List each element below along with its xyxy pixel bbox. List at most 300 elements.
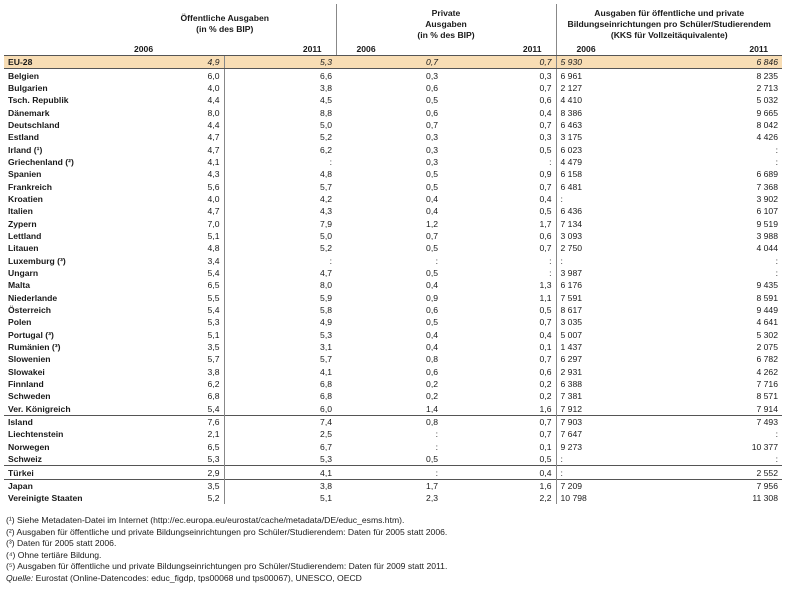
- value-cell: 3,8: [224, 479, 336, 492]
- country-cell: Liechtenstein: [8, 429, 64, 440]
- value-cell: 2 127: [556, 82, 674, 94]
- table-row: [4, 82, 782, 94]
- value-cell: 4,3: [224, 205, 336, 217]
- value-cell: :: [435, 441, 438, 452]
- value-cell: 10 798: [556, 492, 674, 504]
- value-cell: 7 903: [556, 415, 674, 428]
- value-cell: 0,4: [426, 206, 438, 217]
- value-cell: 0,5: [426, 181, 438, 192]
- value-cell: 0,7: [539, 119, 552, 130]
- value-cell: 0,6: [426, 107, 438, 118]
- country-cell: Litauen: [8, 243, 39, 254]
- value-cell: 3 902: [756, 193, 778, 204]
- value-cell: 9 449: [756, 305, 778, 316]
- value-cell: 0,6: [426, 82, 438, 93]
- country-header-cell: [4, 4, 114, 44]
- country-cell: Türkei: [4, 466, 114, 479]
- value-cell: 0,6: [426, 305, 438, 316]
- value-cell: :: [556, 255, 674, 267]
- value-cell: 5,2: [224, 242, 336, 254]
- value-cell: 0,3: [539, 132, 552, 143]
- education-expenditure-table: [4, 4, 782, 504]
- country-cell: Finnland: [8, 379, 44, 390]
- value-cell: 1,6: [539, 403, 552, 414]
- value-cell: 5,6: [207, 181, 220, 192]
- table-row: [4, 56, 782, 69]
- table-row: [4, 217, 782, 229]
- value-cell: 4,9: [224, 316, 336, 328]
- value-cell: 7 914: [756, 403, 778, 414]
- value-cell: 0,7: [539, 243, 552, 254]
- country-cell: Griechenland (²): [8, 156, 74, 167]
- table-row: [4, 366, 782, 378]
- value-cell: 5,1: [207, 329, 220, 340]
- country-cell: Island: [4, 415, 114, 428]
- value-cell: 0,1: [539, 441, 552, 452]
- table-row: [4, 403, 782, 416]
- country-cell: Portugal (³): [8, 329, 54, 340]
- year-header: 2006: [556, 44, 674, 56]
- value-cell: 6,8: [224, 390, 336, 402]
- value-cell: 6,2: [207, 379, 220, 390]
- value-cell: 5,2: [224, 131, 336, 143]
- table-row: [4, 316, 782, 328]
- value-cell: 6,6: [224, 69, 336, 82]
- year-header: 2006: [336, 44, 442, 56]
- value-cell: 7,9: [224, 217, 336, 229]
- value-cell: 0,2: [539, 379, 552, 390]
- value-cell: 3 175: [556, 131, 674, 143]
- value-cell: 0,7: [426, 230, 438, 241]
- value-cell: 0,3: [426, 144, 438, 155]
- table-row: [4, 267, 782, 279]
- value-cell: 2 931: [556, 366, 674, 378]
- value-cell: 0,9: [426, 292, 438, 303]
- value-cell: :: [549, 255, 552, 266]
- country-cell: Polen: [8, 317, 32, 328]
- value-cell: 0,4: [539, 329, 552, 340]
- value-cell: 7 134: [556, 217, 674, 229]
- country-cell: Norwegen: [8, 441, 50, 452]
- table-year-header-row: [4, 44, 782, 56]
- value-cell: 4 479: [556, 156, 674, 168]
- table-row: [4, 242, 782, 254]
- table-row: [4, 143, 782, 155]
- value-cell: 3,5: [114, 479, 224, 492]
- country-year-cell: [4, 44, 114, 56]
- value-cell: 3,8: [207, 366, 220, 377]
- public-expenditure-title: Öffentliche Ausgaben (in % des BIP): [180, 13, 269, 34]
- value-cell: 4,5: [224, 94, 336, 106]
- year-header: 2011: [442, 44, 556, 56]
- footnote: (²) Ausgaben für öffentliche und private Bildungseinrichtungen pro Schüler/Studierendem: Daten für 2005 statt 2006.: [6, 526, 448, 537]
- country-cell: Malta: [8, 280, 30, 291]
- table-row: [4, 119, 782, 131]
- value-cell: 0,7: [539, 317, 552, 328]
- value-cell: 7,0: [207, 218, 220, 229]
- value-cell: 8 617: [556, 304, 674, 316]
- value-cell: 5,8: [224, 304, 336, 316]
- table-row: [4, 193, 782, 205]
- value-cell: :: [549, 268, 552, 279]
- value-cell: 0,5: [426, 268, 438, 279]
- table-row: [4, 106, 782, 118]
- value-cell: 4,7: [207, 144, 220, 155]
- value-cell: 7 493: [674, 415, 782, 428]
- value-cell: 5,3: [224, 56, 336, 69]
- value-cell: 0,2: [426, 391, 438, 402]
- value-cell: 5 007: [556, 329, 674, 341]
- value-cell: 5,1: [207, 230, 220, 241]
- value-cell: 0,6: [426, 366, 438, 377]
- value-cell: 2 075: [756, 342, 778, 353]
- year-header: 2006: [114, 44, 224, 56]
- value-cell: 0,7: [426, 119, 438, 130]
- table-row: [4, 292, 782, 304]
- table-row: [4, 329, 782, 341]
- value-cell: 5,2: [207, 493, 220, 504]
- value-cell: :: [775, 268, 778, 279]
- value-cell: :: [435, 429, 438, 440]
- value-cell: 8,0: [207, 107, 220, 118]
- value-cell: 4 044: [756, 243, 778, 254]
- value-cell: 0,5: [539, 144, 552, 155]
- value-cell: 5,9: [224, 292, 336, 304]
- value-cell: 5,0: [224, 230, 336, 242]
- value-cell: 7 956: [674, 479, 782, 492]
- value-cell: 4,8: [207, 243, 220, 254]
- value-cell: 1,7: [539, 218, 552, 229]
- country-cell: Lettland: [8, 230, 42, 241]
- value-cell: 4,7: [207, 206, 220, 217]
- value-cell: 5 032: [756, 95, 778, 106]
- value-cell: 6,2: [224, 143, 336, 155]
- value-cell: 6 463: [556, 119, 674, 131]
- value-cell: 4,4: [207, 119, 220, 130]
- value-cell: 3 988: [756, 230, 778, 241]
- value-cell: 0,2: [539, 391, 552, 402]
- country-cell: Slowakei: [8, 366, 45, 377]
- source-label: Quelle:: [6, 572, 34, 583]
- country-cell: Dänemark: [8, 107, 50, 118]
- country-cell: Rumänien (³): [8, 342, 61, 353]
- value-cell: 0,4: [539, 107, 552, 118]
- value-cell: 3,5: [207, 342, 220, 353]
- value-cell: 0,6: [539, 95, 552, 106]
- country-cell: Irland (¹): [8, 144, 43, 155]
- value-cell: 0,4: [426, 193, 438, 204]
- value-cell: 4 410: [556, 94, 674, 106]
- table-row: [4, 94, 782, 106]
- table-row: [4, 453, 782, 466]
- value-cell: 7,6: [114, 415, 224, 428]
- value-cell: 3 093: [556, 230, 674, 242]
- value-cell: 0,6: [539, 366, 552, 377]
- value-cell: :: [775, 156, 778, 167]
- value-cell: 1,6: [442, 479, 556, 492]
- value-cell: 5 930: [556, 56, 674, 69]
- value-cell: 0,8: [336, 415, 442, 428]
- country-cell: Italien: [8, 206, 33, 217]
- value-cell: 9 273: [556, 441, 674, 453]
- value-cell: 11 308: [752, 493, 778, 504]
- table-row: [4, 492, 782, 504]
- value-cell: 4,4: [207, 95, 220, 106]
- value-cell: 6 176: [556, 279, 674, 291]
- table-row: [4, 156, 782, 168]
- country-cell: Tsch. Republik: [8, 95, 69, 106]
- value-cell: 2 713: [756, 82, 778, 93]
- value-cell: 7 912: [556, 403, 674, 416]
- year-header: 2011: [224, 44, 336, 56]
- country-cell: Kroatien: [8, 193, 43, 204]
- source-line: [6, 573, 776, 585]
- value-cell: 0,7: [539, 181, 552, 192]
- value-cell: 8,0: [224, 279, 336, 291]
- table-row: [4, 341, 782, 353]
- value-cell: 4 426: [756, 132, 778, 143]
- value-cell: 6 481: [556, 180, 674, 192]
- value-cell: 8 235: [756, 70, 778, 81]
- value-cell: 5,4: [207, 268, 220, 279]
- value-cell: 0,5: [426, 243, 438, 254]
- value-cell: 6 689: [756, 169, 778, 180]
- table-row: [4, 168, 782, 180]
- value-cell: 4,3: [207, 169, 220, 180]
- value-cell: 7 647: [556, 428, 674, 440]
- value-cell: 4 641: [756, 317, 778, 328]
- value-cell: 5,4: [207, 305, 220, 316]
- value-cell: 0,1: [539, 342, 552, 353]
- country-cell: Bulgarien: [8, 82, 48, 93]
- value-cell: 4,2: [224, 193, 336, 205]
- value-cell: 4,0: [207, 82, 220, 93]
- value-cell: 0,4: [426, 342, 438, 353]
- country-cell: Luxemburg (³): [8, 255, 66, 266]
- value-cell: 2 552: [674, 466, 782, 479]
- value-cell: 8 386: [556, 106, 674, 118]
- value-cell: 1,2: [426, 218, 438, 229]
- value-cell: 0,3: [539, 70, 552, 81]
- table-row: [4, 415, 782, 428]
- source-text: Eurostat (Online-Datencodes: educ_figdp, tps00068 und tps00067), UNESCO, OECD: [33, 572, 362, 583]
- value-cell: 0,4: [426, 329, 438, 340]
- table-row: [4, 353, 782, 365]
- country-cell: Österreich: [8, 305, 51, 316]
- value-cell: 5,7: [224, 180, 336, 192]
- value-cell: 7 716: [756, 379, 778, 390]
- value-cell: 4,9: [114, 56, 224, 69]
- value-cell: 6,5: [207, 280, 220, 291]
- value-cell: 5,3: [224, 329, 336, 341]
- country-cell: Slowenien: [8, 354, 51, 365]
- value-cell: 1,4: [426, 403, 438, 414]
- value-cell: 1 437: [556, 341, 674, 353]
- country-cell: Niederlande: [8, 292, 58, 303]
- table-row: [4, 205, 782, 217]
- value-cell: 6,5: [207, 441, 220, 452]
- table-row: [4, 69, 782, 82]
- country-cell: Ver. Königreich: [8, 403, 71, 414]
- value-cell: 5,3: [224, 453, 336, 466]
- country-cell: Japan: [4, 479, 114, 492]
- country-cell: Vereinigte Staaten: [8, 493, 83, 504]
- footnote: (³) Daten für 2005 statt 2006.: [6, 538, 117, 549]
- value-cell: 0,5: [539, 305, 552, 316]
- value-cell: 5,3: [207, 454, 220, 465]
- value-cell: 6,0: [207, 70, 220, 81]
- value-cell: 5,1: [224, 492, 336, 504]
- value-cell: 8 042: [756, 119, 778, 130]
- value-cell: 6 961: [556, 69, 674, 82]
- value-cell: 2,5: [224, 428, 336, 440]
- value-cell: 0,4: [442, 466, 556, 479]
- value-cell: :: [556, 193, 674, 205]
- value-cell: 0,5: [426, 169, 438, 180]
- value-cell: 1,3: [539, 280, 552, 291]
- country-cell: Ungarn: [8, 268, 39, 279]
- value-cell: 6,8: [207, 391, 220, 402]
- table-row: [4, 428, 782, 440]
- table-row: [4, 378, 782, 390]
- value-cell: 0,5: [426, 317, 438, 328]
- value-cell: 4,1: [207, 156, 220, 167]
- value-cell: 5,3: [207, 317, 220, 328]
- value-cell: 5,4: [207, 403, 220, 414]
- value-cell: 5,0: [224, 119, 336, 131]
- table-row: [4, 304, 782, 316]
- value-cell: :: [549, 156, 552, 167]
- value-cell: 1,1: [539, 292, 552, 303]
- value-cell: 7 368: [756, 181, 778, 192]
- value-cell: 0,5: [426, 95, 438, 106]
- value-cell: :: [775, 144, 778, 155]
- per-student-expenditure-header: [556, 4, 782, 44]
- table-group-header-row: [4, 4, 782, 44]
- value-cell: 5,5: [207, 292, 220, 303]
- value-cell: 7 381: [556, 390, 674, 402]
- footnote: (⁴) Ohne tertiäre Bildung.: [6, 549, 102, 560]
- value-cell: 0,4: [539, 193, 552, 204]
- value-cell: :: [775, 255, 778, 266]
- country-cell: EU-28: [4, 56, 114, 69]
- table-row: [4, 466, 782, 479]
- value-cell: 0,7: [539, 354, 552, 365]
- value-cell: 0,5: [539, 206, 552, 217]
- value-cell: :: [556, 466, 674, 479]
- value-cell: 6 297: [556, 353, 674, 365]
- country-cell: Spanien: [8, 169, 42, 180]
- value-cell: 0,7: [539, 429, 552, 440]
- value-cell: 0,3: [426, 70, 438, 81]
- value-cell: 0,9: [539, 169, 552, 180]
- country-cell: Belgien: [8, 70, 40, 81]
- value-cell: 7,4: [224, 415, 336, 428]
- value-cell: :: [435, 255, 438, 266]
- value-cell: 0,7: [442, 415, 556, 428]
- value-cell: 3 035: [556, 316, 674, 328]
- country-cell: Estland: [8, 132, 40, 143]
- value-cell: 6,7: [224, 441, 336, 453]
- table-row: [4, 479, 782, 492]
- country-cell: Deutschland: [8, 119, 60, 130]
- value-cell: 2,9: [114, 466, 224, 479]
- value-cell: :: [556, 453, 674, 466]
- value-cell: 0,2: [426, 379, 438, 390]
- value-cell: 8,8: [224, 106, 336, 118]
- value-cell: 2,1: [207, 429, 220, 440]
- value-cell: 0,4: [426, 280, 438, 291]
- value-cell: 5 302: [756, 329, 778, 340]
- value-cell: 6 436: [556, 205, 674, 217]
- table-row: [4, 180, 782, 192]
- value-cell: :: [224, 255, 336, 267]
- value-cell: 0,6: [539, 230, 552, 241]
- country-cell: Frankreich: [8, 181, 52, 192]
- value-cell: 6 782: [756, 354, 778, 365]
- value-cell: 4,7: [207, 132, 220, 143]
- public-expenditure-header: [114, 4, 336, 44]
- value-cell: 8 571: [756, 391, 778, 402]
- footnote: (⁵) Ausgaben für öffentliche und private Bildungseinrichtungen pro Schüler/Studierendem: Daten für 2009 statt 2011.: [6, 561, 448, 572]
- value-cell: 0,7: [539, 82, 552, 93]
- value-cell: 4,1: [224, 366, 336, 378]
- table-row: [4, 131, 782, 143]
- value-cell: 2 750: [556, 242, 674, 254]
- footnotes: [6, 515, 776, 585]
- value-cell: 5,7: [207, 354, 220, 365]
- value-cell: 1,7: [336, 479, 442, 492]
- value-cell: 10 377: [751, 441, 778, 452]
- value-cell: 6 023: [556, 143, 674, 155]
- value-cell: 3,1: [224, 341, 336, 353]
- value-cell: 9 435: [756, 280, 778, 291]
- value-cell: 4,8: [224, 168, 336, 180]
- value-cell: 6 107: [756, 206, 778, 217]
- value-cell: 8 591: [756, 292, 778, 303]
- value-cell: 6 158: [556, 168, 674, 180]
- value-cell: :: [775, 454, 778, 465]
- country-cell: Schweiz: [8, 454, 42, 465]
- value-cell: :: [775, 429, 778, 440]
- value-cell: 0,7: [442, 56, 556, 69]
- value-cell: 6 846: [674, 56, 782, 69]
- value-cell: 3 987: [556, 267, 674, 279]
- value-cell: 9 519: [756, 218, 778, 229]
- value-cell: 0,3: [426, 156, 438, 167]
- value-cell: 4,1: [224, 466, 336, 479]
- value-cell: 9 665: [756, 107, 778, 118]
- value-cell: 2,2: [539, 493, 552, 504]
- value-cell: 3,8: [224, 82, 336, 94]
- table-row: [4, 255, 782, 267]
- table-row: [4, 230, 782, 242]
- table-row: [4, 390, 782, 402]
- private-expenditure-header: [336, 4, 556, 44]
- country-cell: Schweden: [8, 391, 51, 402]
- table-row: [4, 441, 782, 453]
- value-cell: 4,7: [224, 267, 336, 279]
- value-cell: 0,7: [336, 56, 442, 69]
- value-cell: :: [336, 466, 442, 479]
- value-cell: 4 262: [756, 366, 778, 377]
- value-cell: 0,5: [426, 454, 438, 465]
- footnote: (¹) Siehe Metadaten-Datei im Internet (http://ec.europa.eu/eurostat/cache/metadata/DE/educ_esms.htm).: [6, 515, 405, 525]
- value-cell: 6 388: [556, 378, 674, 390]
- value-cell: 6,8: [224, 378, 336, 390]
- value-cell: 5,7: [224, 353, 336, 365]
- value-cell: 0,8: [426, 354, 438, 365]
